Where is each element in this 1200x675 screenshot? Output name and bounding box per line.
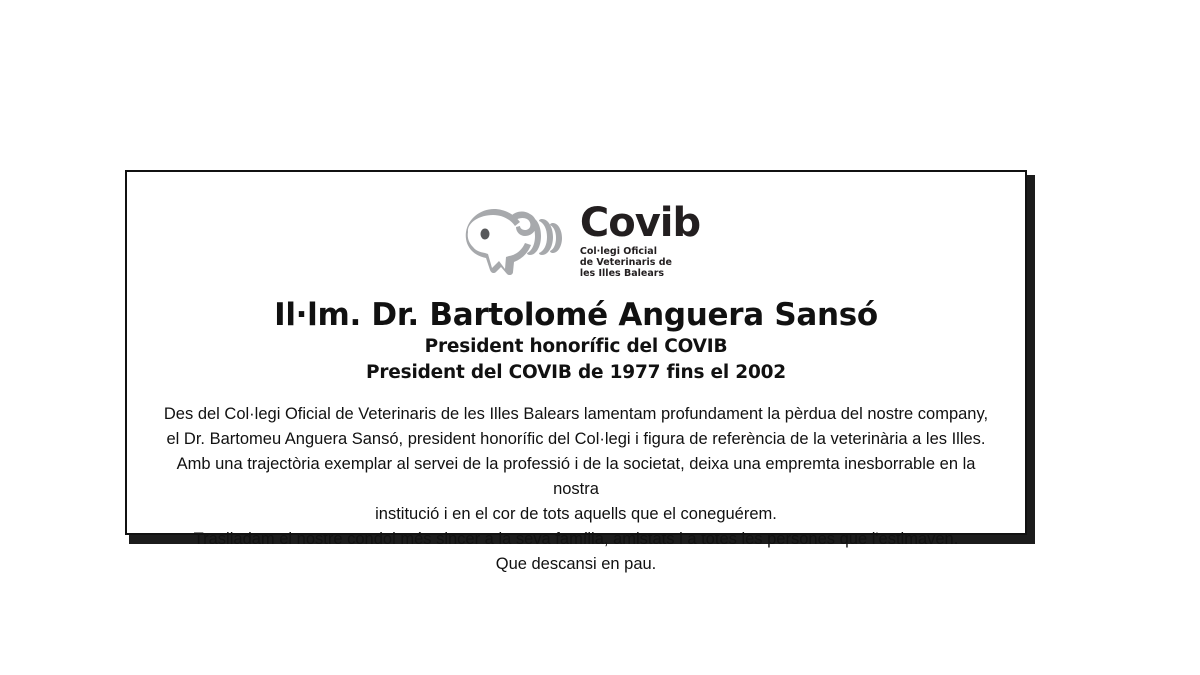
covib-wordmark: Covib: [579, 200, 701, 246]
body-line: institució i en el cor de tots aquells que el coneguérem.: [375, 505, 777, 523]
covib-logo: [161, 194, 991, 286]
covib-logo-text: [580, 201, 700, 279]
title-line-1: President honorífic del COVIB: [424, 336, 728, 357]
covib-logo-subtitle-line-2: de Veterinaris de: [579, 257, 672, 268]
deceased-name: Il·lm. Dr. Bartolomé Anguera Sansó: [274, 297, 878, 333]
obituary-notice-card: [125, 170, 1027, 573]
obituary-body: [161, 402, 991, 577]
title-line-2: President del COVIB de 1977 fins el 2002: [366, 362, 786, 383]
body-line: Des del Col·legi Oficial de Veterinaris de les Illes Balears lamentam profundament la pèrdua del nostre company,: [163, 405, 989, 423]
body-line: el Dr. Bartomeu Anguera Sansó, president honorífic del Col·legi i figura de referència de la veterinària a les Illes.: [166, 430, 986, 448]
body-line: Traslladam el nostre condol més sincer a la seva família, amistats i a totes les persones que l'estimaven.: [193, 530, 959, 548]
body-line: Que descansi en pau.: [495, 555, 657, 573]
covib-goat-hand-logo-icon: [452, 201, 570, 279]
covib-logo-subtitle-line-1: Col·legi Oficial: [579, 246, 657, 257]
covib-logo-subtitle: [580, 246, 700, 279]
covib-logo-subtitle-line-3: les Illes Balears: [579, 268, 665, 279]
body-line: Amb una trajectòria exemplar al servei de la professió i de la societat, deixa una empremta inesborrable en la nostra: [176, 455, 976, 498]
